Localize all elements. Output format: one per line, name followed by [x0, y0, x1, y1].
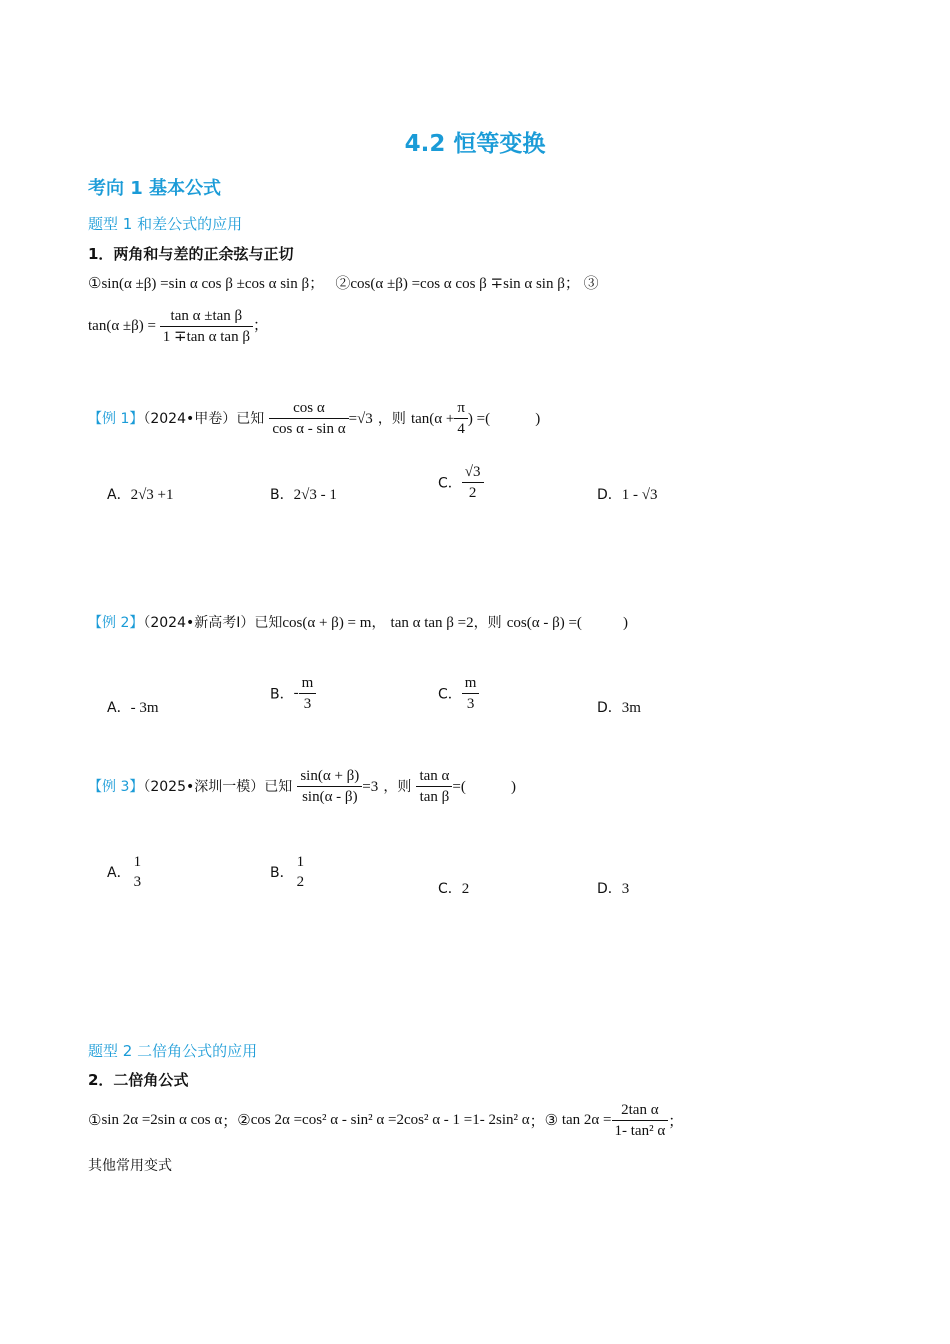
minus-sign: - [293, 685, 299, 701]
denominator: sin(α - β) [302, 789, 358, 805]
example-tag: 【例 2】 [88, 615, 144, 631]
condition-2: tan α tan β =2 [390, 615, 474, 631]
option-fraction [294, 852, 308, 892]
denominator: 1- tan² α [614, 1123, 666, 1139]
option-label: B． [270, 865, 294, 881]
option-label: C． [438, 881, 462, 897]
condition-rhs: =√3 [348, 411, 373, 427]
then-text: ，则 [473, 615, 502, 631]
denominator: 2 [296, 874, 305, 890]
answer-blank-close: ) [535, 411, 541, 427]
option-label: B． [270, 686, 294, 703]
circled-three: ③ [544, 1113, 559, 1129]
example-1 [88, 398, 540, 439]
separator: ； [252, 317, 268, 334]
condition-fraction [297, 766, 362, 807]
option-a [107, 484, 174, 504]
option-fraction [462, 462, 484, 503]
option-value: - 3m [130, 700, 159, 716]
option-a [107, 852, 144, 892]
sum-diff-formulas [88, 272, 599, 293]
separator: ； [309, 276, 325, 292]
ask-fraction [416, 766, 452, 807]
example-tag: 【例 3】 [88, 779, 144, 795]
option-d [597, 697, 641, 717]
denominator: 1 ∓tan α tan β [162, 329, 250, 345]
option-fraction [462, 673, 480, 714]
condition-fraction [269, 398, 348, 439]
separator: ； [222, 1114, 238, 1130]
numerator: √3 [462, 462, 484, 483]
ask-rhs: =( [452, 779, 466, 795]
option-a [107, 697, 159, 717]
denominator: tan β [419, 789, 450, 805]
option-value: 3m [621, 700, 641, 716]
other-variants-text: 其他常用变式 [88, 1158, 172, 1174]
option-b [270, 484, 337, 504]
option-label: D． [597, 881, 622, 897]
page-title: 4.2 恒等变换 [404, 131, 546, 157]
denominator: 3 [133, 874, 142, 890]
numerator: m [299, 673, 317, 694]
numerator: tan α [416, 766, 452, 787]
option-c [438, 878, 469, 898]
question-type-heading: 题型 1 和差公式的应用 [88, 215, 243, 233]
tan-double-lhs: tan 2α = [561, 1112, 612, 1128]
sin-double-formula: sin 2α =2sin α cos α [101, 1112, 223, 1128]
sin-sum-formula: sin(α ±β) =sin α cos β ±cos α sin β [101, 276, 310, 292]
example-tag: 【例 1】 [88, 411, 144, 427]
example-3 [88, 766, 516, 807]
option-label: B． [270, 487, 294, 503]
denominator: 3 [466, 696, 475, 712]
example-source: （2024•甲卷）已知 [143, 411, 265, 427]
circled-two: ② [237, 1113, 251, 1129]
cos-sum-formula: cos(α ±β) =cos α cos β ∓sin α sin β [350, 276, 565, 292]
denominator: 3 [303, 696, 312, 712]
tan-double-fraction [612, 1100, 669, 1141]
tan-lhs: tan(α ±β) = [88, 317, 156, 334]
condition-rhs: =3 [362, 779, 379, 795]
option-label: A． [107, 865, 131, 881]
circled-two: ② [335, 276, 351, 292]
option-label: A． [107, 487, 131, 503]
option-value: 3 [621, 881, 630, 897]
tan-sum-formula [88, 306, 268, 347]
numerator: cos α [269, 398, 348, 419]
option-b [270, 673, 316, 714]
condition-1: cos(α + β) = m [282, 615, 372, 631]
answer-blank-close: ) [510, 779, 516, 795]
separator: ； [564, 276, 580, 292]
numerator: m [462, 673, 480, 694]
circled-one: ① [88, 276, 102, 292]
formula-heading: 2．二倍角公式 [88, 1071, 189, 1089]
tan-fraction [160, 306, 253, 347]
option-label: C． [438, 475, 462, 492]
option-value: 2√3 - 1 [293, 487, 337, 503]
option-value: 2√3 +1 [130, 487, 174, 503]
example-source: （2024•新高考Ⅰ）已知 [143, 615, 283, 631]
separator: ； [529, 1114, 545, 1130]
example-source: （2025•深圳一模）已知 [143, 779, 293, 795]
option-d [597, 484, 658, 504]
then-text: ，则 [377, 411, 406, 427]
option-label: D． [597, 700, 622, 716]
option-value: 1 - √3 [621, 487, 658, 503]
cos-double-formula: cos 2α =cos² α - sin² α =2cos² α - 1 =1- 2sin² α [250, 1112, 530, 1128]
option-label: A． [107, 700, 131, 716]
comma: ， [371, 615, 386, 631]
numerator: 1 [133, 854, 142, 870]
numerator: tan α ±tan β [160, 306, 253, 327]
option-d [597, 878, 629, 898]
option-value: 2 [461, 881, 470, 897]
example-2 [88, 612, 628, 632]
separator: ； [668, 1114, 684, 1130]
option-fraction [299, 673, 317, 714]
circled-three: ③ [583, 276, 599, 292]
question-type-heading: 题型 2 二倍角公式的应用 [88, 1042, 258, 1060]
denominator: 4 [457, 421, 465, 437]
formula-heading: 1．两角和与差的正余弦与正切 [88, 245, 294, 263]
option-label: D． [597, 487, 622, 503]
numerator: π [454, 398, 468, 419]
option-label: C． [438, 686, 462, 703]
ask-expression: cos(α - β) =( [506, 615, 582, 631]
pi-over-four [454, 398, 468, 439]
denominator: 2 [468, 485, 477, 501]
ask-lhs: tan(α + [410, 411, 455, 427]
answer-blank-close: ) [623, 615, 629, 631]
option-b [270, 852, 307, 892]
circled-one: ① [88, 1113, 102, 1129]
numerator: 1 [296, 854, 305, 870]
double-angle-formulas [88, 1100, 683, 1141]
numerator: sin(α + β) [297, 766, 362, 787]
option-c [438, 673, 479, 714]
ask-rhs: ) =( [467, 411, 491, 427]
numerator: 2tan α [612, 1100, 669, 1121]
denominator: cos α - sin α [272, 421, 346, 437]
option-c [438, 462, 484, 503]
option-fraction [131, 852, 145, 892]
then-text: ，则 [383, 779, 412, 795]
section-heading: 考向 1 基本公式 [88, 178, 222, 199]
